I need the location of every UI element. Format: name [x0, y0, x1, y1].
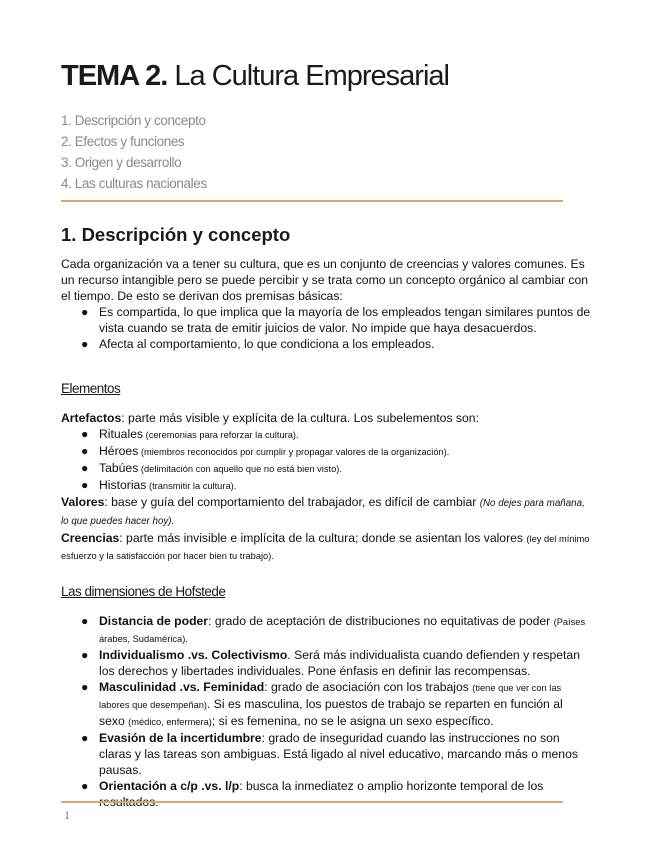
bullet-icon: ● — [81, 444, 89, 458]
valores-paragraph — [61, 494, 591, 530]
section-heading: 1. Descripción y concepto — [61, 224, 291, 245]
subelement-note: (transmitir la cultura). — [146, 481, 237, 491]
creencias-text: : parte más invisible e implícita de la cultura; donde se asientan los valores — [119, 531, 527, 545]
hofstede-body — [61, 613, 591, 810]
valores-note: (No dejes para mañana, lo que puedes hacer hoy). — [61, 498, 585, 527]
dimension-label: Distancia de poder — [99, 614, 209, 628]
list-item — [61, 304, 591, 336]
bullet-icon: ● — [81, 614, 89, 628]
list-item — [61, 679, 591, 730]
list-item-text: Afecta al comportamiento, lo que condiciona a los empleados. — [99, 337, 435, 351]
artefactos-paragraph — [61, 410, 591, 426]
artefactos-label: Artefactos — [61, 411, 122, 425]
creencias-label: Creencias — [61, 531, 120, 545]
list-item — [61, 460, 591, 477]
list-item — [61, 613, 591, 647]
list-item — [61, 730, 591, 778]
subelement-name: Tabúes — [99, 461, 139, 475]
dimension-note: (tiene que ver con las labores que desempeñan) — [99, 683, 562, 710]
bullet-icon: ● — [81, 478, 89, 492]
list-item — [61, 778, 591, 810]
dimension-note-2: (médico, enfermera) — [128, 717, 212, 727]
divider-bottom — [61, 801, 563, 803]
toc-item[interactable]: 3. Origen y desarrollo — [61, 155, 182, 170]
bullet-icon: ● — [81, 427, 89, 441]
dimension-text: : grado de asociación con los trabajos — [264, 680, 473, 694]
title-bold: TEMA 2. — [61, 60, 168, 92]
dimension-text: : grado de aceptación de distribuciones no equitativas de poder — [208, 614, 554, 628]
creencias-paragraph — [61, 530, 591, 564]
subelement-name: Héroes — [99, 444, 139, 458]
dimension-label: Evasión de la incertidumbre — [99, 731, 262, 745]
subheading-hofstede: Las dimensiones de Hofstede — [61, 584, 226, 599]
bullet-icon: ● — [81, 731, 89, 745]
dimension-tail: . Si es masculina, los puestos de trabajo se reparten en función al sexo — [99, 697, 563, 728]
bullet-icon: ● — [81, 461, 89, 475]
list-item — [61, 477, 591, 494]
dimension-label: Orientación a c/p .vs. l/p — [99, 779, 240, 793]
list-item — [61, 336, 591, 352]
subelements-list — [61, 426, 591, 494]
list-item-text: Es compartida, lo que implica que la mayoría de los empleados tengan similares puntos de vista cuando se trata de emitir juicios de valor. No impide que haya desacuerdos. — [99, 305, 591, 335]
dimension-note: (Países árabes, Sudamérica). — [99, 617, 586, 644]
dimension-text: : busca la inmediatez o amplio horizonte temporal de los — [239, 779, 544, 793]
premises-list — [61, 304, 591, 352]
dimension-label: Individualismo .vs. Colectivismo — [99, 648, 288, 662]
subheading-elementos: Elementos — [61, 381, 121, 396]
bullet-icon: ● — [81, 337, 89, 351]
dimensions-list — [61, 613, 591, 810]
bullet-icon: ● — [81, 680, 89, 694]
bullet-icon: ● — [81, 305, 89, 319]
dimension-text: : grado de inseguridad cuando las instrucciones no son claras y las tareas son ambiguas. Está ligado al nivel educativo, marcando más o menos pausas. — [99, 731, 578, 777]
subelement-note: (miembros reconocidos por cumplir y propagar valores de la organización). — [138, 447, 450, 457]
subelement-note: (delimitación con aquello que no está bien visto). — [138, 464, 342, 474]
page-number: 1 — [64, 808, 70, 822]
elementos-body — [61, 410, 591, 564]
section1-body — [61, 256, 591, 352]
valores-label: Valores — [61, 495, 105, 509]
divider-top — [61, 200, 563, 202]
subelement-name: Rituales — [99, 427, 144, 441]
creencias-note: (ley del mínimo esfuerzo y la satisfacción por hacer bien tu trabajo). — [61, 534, 590, 561]
list-item — [61, 426, 591, 443]
list-item — [61, 443, 591, 460]
subelement-name: Historias — [99, 478, 147, 492]
subelement-note: (ceremonias para reforzar la cultura). — [143, 430, 299, 440]
bullet-icon: ● — [81, 779, 89, 793]
toc-item[interactable]: 2. Efectos y funciones — [61, 134, 185, 149]
dimension-text: . Será más individualista cuando defienden y respetan los derechos y libertades individuales. Pone énfasis en definir las recompensas. — [99, 648, 580, 678]
page-title — [61, 60, 449, 93]
toc-item[interactable]: 4. Las culturas nacionales — [61, 176, 207, 191]
valores-text: : base y guía del comportamiento del trabajador, es difícil de cambiar — [104, 495, 480, 509]
dimension-tail-2: ; si es femenina, no se le asigna un sexo específico. — [211, 714, 494, 728]
title-rest: La Cultura Empresarial — [167, 60, 449, 92]
artefactos-text: : parte más visible y explícita de la cultura. Los subelementos son: — [121, 411, 479, 425]
bullet-icon: ● — [81, 648, 89, 662]
dimension-label: Masculinidad .vs. Feminidad — [99, 680, 265, 694]
list-item — [61, 647, 591, 679]
toc-item[interactable]: 1. Descripción y concepto — [61, 113, 206, 128]
table-of-contents — [61, 110, 207, 194]
intro-paragraph: Cada organización va a tener su cultura, que es un conjunto de creencias y valores comunes. Es un recurso intangible pero se puede percibir y se trata como un concepto orgánico al cambiar con el tiempo. De esto se derivan dos premisas básicas: — [61, 257, 589, 303]
